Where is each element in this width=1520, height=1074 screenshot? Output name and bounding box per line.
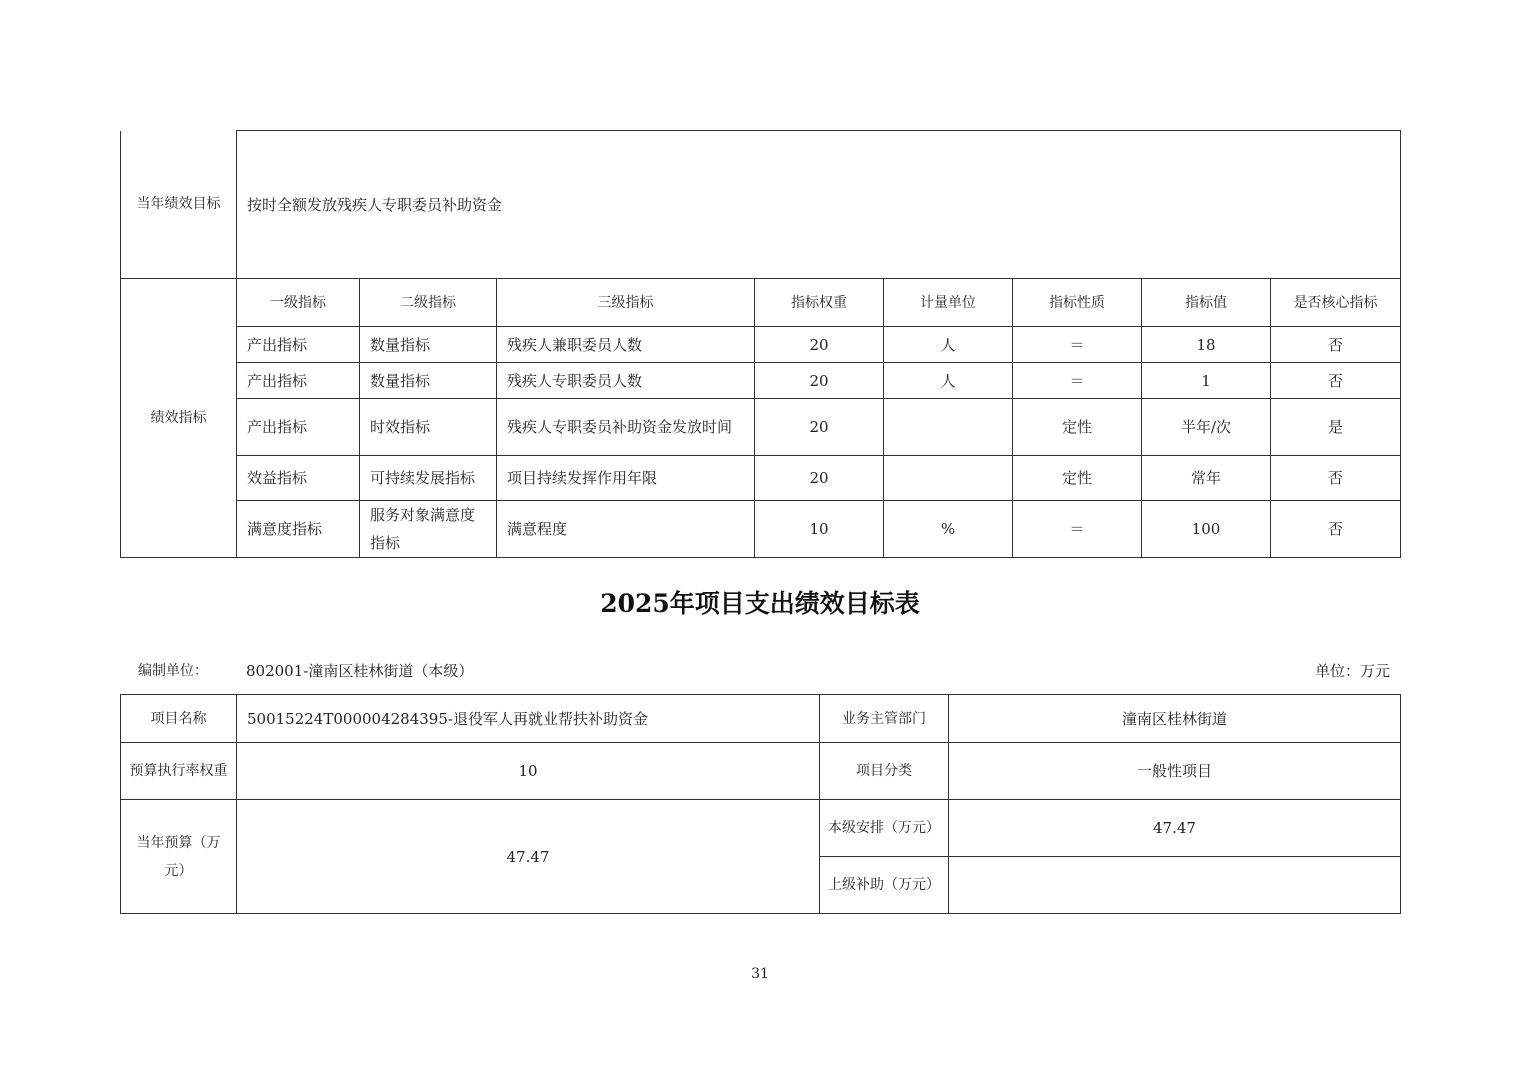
- core-cell: 否: [1271, 327, 1401, 363]
- table-row: [121, 363, 1401, 399]
- weight-cell: 20: [755, 363, 884, 399]
- level1-cell: 满意度指标: [237, 501, 360, 558]
- unit-cell: %: [884, 501, 1013, 558]
- meta-row: [120, 658, 1400, 684]
- table-row: [121, 399, 1401, 456]
- unit-cell: [884, 399, 1013, 456]
- exec-rate-label: 预算执行率权重: [121, 743, 237, 800]
- header-cell: 指标值: [1142, 279, 1271, 327]
- core-cell: 否: [1271, 501, 1401, 558]
- header-cell: 一级指标: [237, 279, 360, 327]
- table-row: [121, 501, 1401, 558]
- level2-cell: 数量指标: [360, 327, 497, 363]
- value-cell: 1: [1142, 363, 1271, 399]
- unit-cell: [884, 456, 1013, 501]
- performance-indicator-table: [120, 130, 1401, 558]
- nature-cell: 定性: [1013, 456, 1142, 501]
- org-label: 编制单位：: [138, 663, 208, 679]
- level3-cell: 满意程度: [497, 501, 755, 558]
- level2-cell: 服务对象满意度指标: [360, 501, 497, 558]
- weight-cell: 20: [755, 399, 884, 456]
- category-value: 一般性项目: [949, 743, 1401, 800]
- weight-cell: 20: [755, 327, 884, 363]
- core-cell: 否: [1271, 456, 1401, 501]
- annual-goal-text: 按时全额发放残疾人专职委员补助资金: [237, 131, 1401, 279]
- upper-funding-label: 上级补助（万元）: [820, 857, 949, 914]
- value-cell: 18: [1142, 327, 1271, 363]
- level3-cell: 残疾人专职委员补助资金发放时间: [497, 399, 755, 456]
- table-row: [121, 327, 1401, 363]
- unit-cell: 人: [884, 327, 1013, 363]
- core-cell: 是: [1271, 399, 1401, 456]
- value-cell: 常年: [1142, 456, 1271, 501]
- budget-label: 当年预算（万元）: [121, 800, 237, 914]
- level2-cell: 可持续发展指标: [360, 456, 497, 501]
- level1-cell: 效益指标: [237, 456, 360, 501]
- indicator-label: 绩效指标: [121, 279, 237, 558]
- upper-funding-value: [949, 857, 1401, 914]
- project-name-value: 50015224T000004284395-退役军人再就业帮扶补助资金: [237, 695, 820, 743]
- local-funding-label: 本级安排（万元）: [820, 800, 949, 857]
- level2-cell: 数量指标: [360, 363, 497, 399]
- header-cell: 是否核心指标: [1271, 279, 1401, 327]
- level2-cell: 时效指标: [360, 399, 497, 456]
- value-cell: 100: [1142, 501, 1271, 558]
- header-cell: 二级指标: [360, 279, 497, 327]
- table-row: [121, 456, 1401, 501]
- header-cell: 指标权重: [755, 279, 884, 327]
- org-value: 802001-潼南区桂林街道（本级）: [246, 662, 474, 680]
- dept-label: 业务主管部门: [820, 695, 949, 743]
- header-cell: 指标性质: [1013, 279, 1142, 327]
- header-cell: 计量单位: [884, 279, 1013, 327]
- nature-cell: 定性: [1013, 399, 1142, 456]
- weight-cell: 20: [755, 456, 884, 501]
- page-number: 31: [751, 966, 769, 982]
- value-cell: 半年/次: [1142, 399, 1271, 456]
- level1-cell: 产出指标: [237, 399, 360, 456]
- category-label: 项目分类: [820, 743, 949, 800]
- dept-value: 潼南区桂林街道: [949, 695, 1401, 743]
- weight-cell: 10: [755, 501, 884, 558]
- exec-rate-value: 10: [237, 743, 820, 800]
- level1-cell: 产出指标: [237, 327, 360, 363]
- page-title: 2025年项目支出绩效目标表: [600, 589, 920, 618]
- nature-cell: ＝: [1013, 501, 1142, 558]
- level1-cell: 产出指标: [237, 363, 360, 399]
- project-info-table: [120, 694, 1401, 914]
- budget-value: 47.47: [237, 800, 820, 914]
- unit-cell: 人: [884, 363, 1013, 399]
- core-cell: 否: [1271, 363, 1401, 399]
- local-funding-value: 47.47: [949, 800, 1401, 857]
- unit-label: 单位：万元: [1314, 662, 1390, 680]
- header-cell: 三级指标: [497, 279, 755, 327]
- project-name-label: 项目名称: [121, 695, 237, 743]
- level3-cell: 残疾人专职委员人数: [497, 363, 755, 399]
- level3-cell: 残疾人兼职委员人数: [497, 327, 755, 363]
- level3-cell: 项目持续发挥作用年限: [497, 456, 755, 501]
- annual-goal-label: 当年绩效目标: [121, 131, 237, 279]
- nature-cell: ＝: [1013, 327, 1142, 363]
- nature-cell: ＝: [1013, 363, 1142, 399]
